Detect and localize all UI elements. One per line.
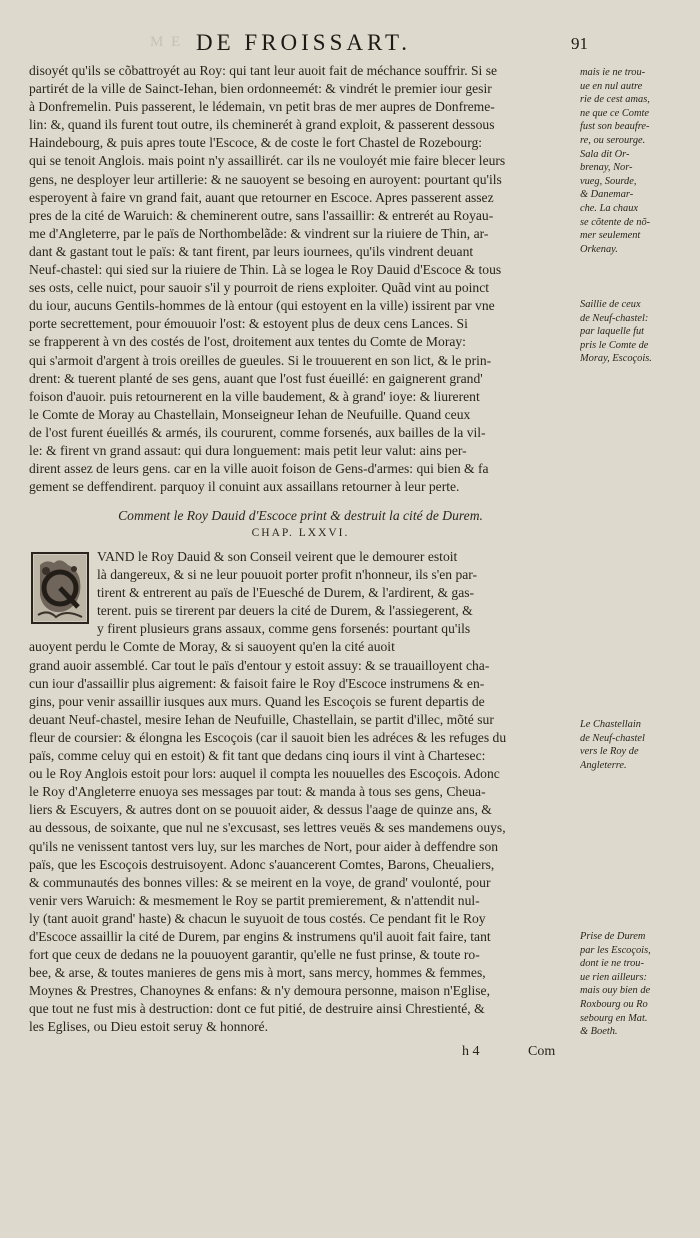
text-line: gens, ne desployer leur artillerie: & ne sauoyent se besoing en auroyent: pourtant qu'ils [29,171,502,187]
text-line: venir vers Waruich: & mesmement le Roy se partit premierement, & n'attendit nul- [29,892,480,908]
text-line: Orkenay. [580,243,618,255]
chapter-text [29,548,572,1037]
text-line: Le Chastellain [580,719,641,730]
text-line: VAND le Roy Dauid & son Conseil veirent que le demourer estoit [97,549,458,564]
text-line: ue en nul autre [580,80,643,92]
text-line: Moray, Escoçois. [580,353,652,365]
text-line: disoyét qu'ils se cõbattroyét au Roy: qui tant leur auoit fait de méchance souffrir. Si se [29,63,498,78]
text-line: païs, comme celuy qui en estoit) & fit tant que dedans cinq iours il vint à Chartesec: [29,748,486,764]
text-line: fust son beaufre- [580,121,650,133]
text-line: partirét de la ville de Sainct-Iehan, bien ordonneemét: & vindrét le premier iour gesir [29,81,492,97]
text-line: ly (tant auoit grand' haste) & chacun le suyuoit de tous costés. Ce pendant fit le Roy [29,910,486,926]
text-line: liers & Escuyers, & autres dont on se pouuoit aider, & dessus l'aage de quinze ans, & [29,802,492,818]
text-line: que tout ne fust mis à destruction: dont ce fut pitié, de destruire ainsi Chrestienté, & [29,1001,485,1017]
text-line: esperoyent à faire vn grand fait, auant que retourner en Escoce. Apres passerent assez [29,189,494,205]
text-line: lin: &, quand ils furent tout outre, ils cheminerét à grand exploit, & passerent dessous [29,117,495,133]
text-line: de l'ost furent éueillés & armés, ils coururent, comme forsenés, aux bailles de la vil- [29,424,486,440]
text-line: Sala dit Or- [580,148,630,160]
text-line: me d'Angleterre, par le païs de Northombelãde: & vindrent sur la riuiere de Thin, ar- [29,225,489,241]
catchword: Com [528,1044,556,1059]
text-line: sebourg en Mat. [580,1012,648,1024]
text-line: du iour, aucuns Gentils-hommes de là entour (qui estoyent en la ville) issirent par vne [29,298,495,314]
text-line: terent. puis se tirerent par deuers la cité de Durem, & l'assiegerent, & [97,603,473,619]
chapter-heading: Comment le Roy Dauid d'Escoce print & destruit la cité de Durem. [118,508,483,523]
text-line: par laquelle fut [580,326,645,338]
text-line: mais ouy bien de [580,985,651,997]
show-through-text: M E [150,34,183,50]
page-footer [0,1044,700,1068]
text-line: drent: & tuerent planté de ses gens, auant que l'ost fust éueillé: en gaignerent grand' [29,370,483,386]
text-line: mais ie ne trou- [580,67,646,78]
text-line: brenay, Nor- [580,162,633,174]
decorated-initial-icon [31,552,89,624]
text-line: rie de cest amas, [580,94,650,106]
main-text-column [29,62,572,496]
text-line: ne que ce Comte [580,107,649,119]
text-line: tirent & entrerent au païs de l'Euesché de Durem, & l'ardirent, & gas- [97,585,475,601]
text-line: qui se tenoit Anglois. mais point n'y assaillirét. car ils ne vouloyét mie faire blecer leurs [29,153,506,169]
text-line: auoyent perdu le Comte de Moray, & si sauoyent qu'en la cité auoit [29,639,395,655]
text-line: che. La chaux [580,202,638,214]
text-line: vueg, Sourde, [580,175,637,187]
text-line: se cõtente de nõ- [580,216,651,228]
page-number: 91 [571,34,588,53]
text-line: cun iour d'assaillir plus aigrement: & faisoit faire le Roy d'Escoce instrumens & en- [29,675,485,691]
text-line: deuant Neuf-chastel, mesire Iehan de Neufuille, Chastellain, se partit d'illec, mõté sur [29,711,494,727]
text-line: gement se deffendirent. parquoy il conuint aux assaillans retourner à leur perte. [29,479,460,495]
text-line: Haindebourg, & puis apres toute l'Escoce, & de coste le fort Chastel de Rozebourg: [29,135,483,151]
text-line: de Neuf-chastel [580,732,645,744]
text-line: le Roy d'Angleterre enuoya ses messages par tout: & manda à tous ses gens, Cheua- [29,784,486,800]
text-line: le Comte de Moray au Chastellain, Monseigneur Iehan de Neufuille. Quand ceux [29,406,471,422]
text-line: au dessous, de soixante, que nul ne s'excusast, ses lettres veuës & ses mandemens ouys, [29,820,506,836]
text-line: gins, pour venir assaillir iusques aux murs. Quand les Escoçois se furent departis de [29,693,485,709]
text-line: dant & gastant tout le païs: & tant firent, par leurs iournees, qu'ils vindrent deuant [29,243,474,259]
text-line: de Neuf-chastel: [580,312,649,324]
text-line: pres de la cité de Waruich: & cheminerent outre, sans l'assaillir: & entrerét au Royau- [29,207,494,223]
text-line: les Eglises, ou Dieu estoit seruy & honnoré. [29,1019,268,1035]
text-line: dirent assez de leurs gens. car en la ville auoit foison de Gens-d'armes: qui bien & fa [29,461,489,477]
text-line: le: & firent vn grand assaut: qui dura longuement: mais petit leur valut: ains per- [29,442,467,458]
margin-note [580,718,692,772]
text-line: Neuf-chastel: qui sied sur la riuiere de Thin. Là se logea le Roy Dauid d'Escoce & tous [29,262,502,278]
text-line: re, ou serourge. [580,134,646,146]
text-line: ou le Roy Anglois estoit pour lors: auquel il compta les nouuelles des Escoçois. Adonc [29,766,500,782]
text-line: dont ie ne trou- [580,958,644,970]
text-line: mer seulement [580,230,641,242]
margin-note [580,66,692,256]
text-line: y firent plusieurs grans assaux, comme gens forsenés: pourtant qu'ils [97,621,471,637]
text-line: Prise de Durem [580,931,646,942]
text-line: d'Escoce assaillir la cité de Durem, par engins & instrumens qu'il auoit fait faire, tant [29,928,491,944]
text-line: se frapperent à vn des costés de l'ost, droitement aux tentes du Comte de Moray: [29,334,466,350]
text-line: païs, que les Escoçois destruisoyent. Adonc s'auancerent Comtes, Barons, Cheualiers, [29,856,495,872]
text-line: Roxbourg ou Ro [580,998,648,1010]
text-line: à Donfremelin. Puis passerent, le lédemain, vn petit bras de mer aupres de Donfreme- [29,99,495,115]
text-line: Saillie de ceux [580,299,641,310]
text-line: grand auoir assemblé. Car tout le païs d'entour y estoit assuy: & se trauailloyent cha- [29,657,490,673]
text-line: là dangereux, & si ne leur pouuoit porter profit n'honneur, ils s'en par- [97,567,478,583]
text-line: qu'ils ne venissent tantost vers luy, sur les marches de Nort, pour aider à deffendre son [29,838,499,854]
text-line: Moynes & Prestres, Chanoynes & enfans: & n'y demoura personne, maison n'Eglise, [29,983,490,999]
text-line: par les Escoçois, [580,944,651,956]
margin-note [580,930,692,1039]
text-line: pris le Comte de [580,339,649,351]
text-line: bee, & arse, & toutes manieres de gens mis à mort, sans mercy, hommes & femmes, [29,965,486,981]
chapter-number: CHAP. LXXVI. [251,527,350,539]
text-line: vers le Roy de [580,746,639,758]
text-line: & Danemar- [580,189,634,201]
running-title: DE FROISSART. [196,30,412,55]
text-line: & communautés des bonnes villes: & se meirent en la voye, de grand' voulonté, pour [29,874,491,890]
text-line: & Boeth. [580,1026,618,1038]
text-line: porte secrettement, pour émouuoir l'ost: & estoyent plus de deux cens Lances. Si [29,316,468,332]
margin-note [580,298,692,366]
signature-mark: h 4 [462,1044,480,1059]
text-line: Angleterre. [580,759,627,771]
text-line: ses osts, celle nuict, pour sauoir s'il y pourroit de riens exploiter. Quãd vint au poinct [29,280,490,296]
running-header [0,30,700,60]
text-line: qui s'armoit d'argent à trois oreilles de gueules. Si le trouuerent en son lict, & le prin- [29,352,492,368]
text-line: fleur de coursier: & élongna les Escoçois (car il sauoit bien les adréces & les refuges du [29,729,507,745]
text-line: fort que ceux de dedans ne la pouuoyent garantir, qu'elle ne fust prinse, & toute ro- [29,947,480,963]
text-line: foison d'auoir. puis retournerent en la ville baudement, & à grand' ioye: & liurerent [29,388,480,404]
text-line: ue rien ailleurs: [580,971,647,983]
